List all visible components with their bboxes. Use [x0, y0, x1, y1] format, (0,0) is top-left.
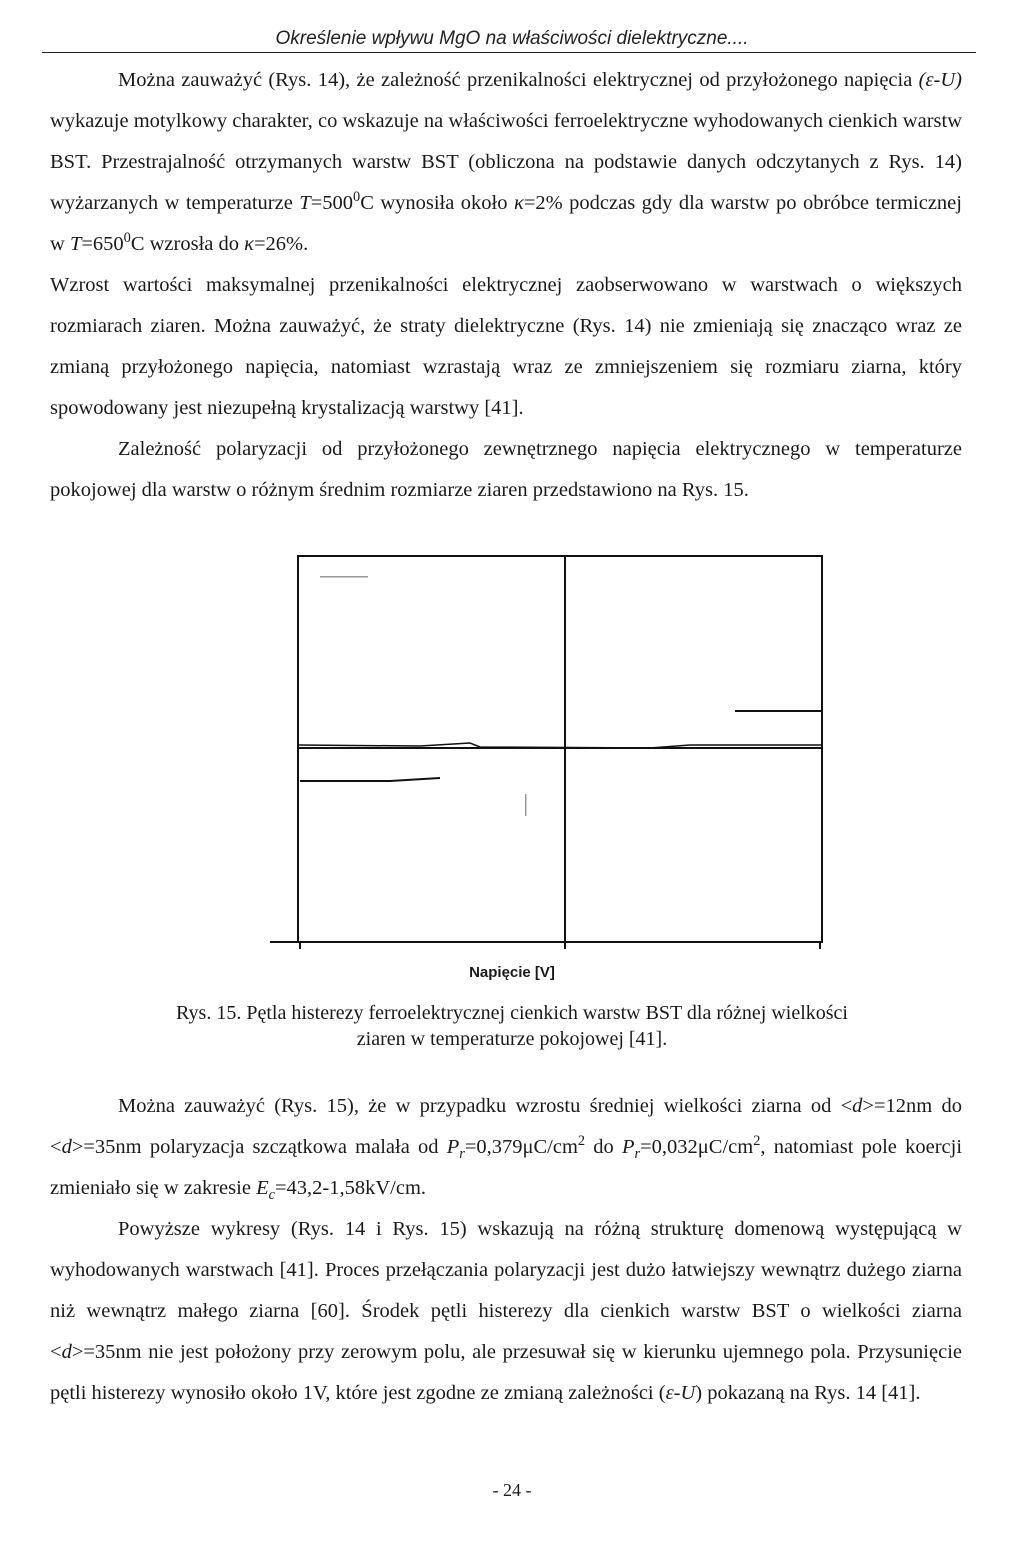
text-run: ) pokazaną na Rys. 14 [41].	[695, 1382, 921, 1404]
text-run: T	[299, 192, 311, 214]
text-run: Wzrost wartości maksymalnej przenikalności elektrycznej zaobserwowano w warstwach o większych rozmiarach ziaren. Można zauważyć, że straty dielektryczne (Rys. 14) nie zmieniają się znacząco wraz ze zmianą przyłożonego napięcia, natomiast wzrastają wraz ze zmniejszeniem się rozmiaru ziarna, który spowodowany jest niezupełną krystalizacją warstwy [41].	[50, 274, 962, 419]
text-run: =650	[81, 233, 124, 255]
hysteresis-figure	[270, 548, 840, 978]
paragraph	[50, 265, 962, 429]
x-axis-label: Napięcie [V]	[469, 964, 555, 981]
text-run: =2% podczas gdy dla warstw po obróbce termicznej w	[50, 192, 962, 255]
text-run: r	[634, 1146, 641, 1163]
text-run: =26%.	[253, 233, 309, 255]
page-number: - 24 -	[492, 1480, 532, 1500]
text-run: κ	[244, 233, 254, 255]
hysteresis-curve-lower-left	[300, 778, 440, 781]
text-run: Można zauważyć (Rys. 14), że zależność przenikalności elektrycznej od przyłożonego napięcia	[118, 69, 919, 91]
text-run: ε-U	[665, 1382, 696, 1404]
text-run: =43,2-1,58kV/cm.	[274, 1177, 427, 1199]
x-axis-ticks	[300, 942, 820, 949]
text-run: do	[585, 1136, 622, 1158]
text-run: 2	[577, 1133, 586, 1150]
text-run: c	[268, 1187, 275, 1204]
text-run: P	[446, 1136, 460, 1158]
text-run: 0	[353, 189, 361, 206]
header-rule	[42, 52, 976, 53]
paragraph	[50, 1086, 962, 1209]
text-run: =0,032μC/cm	[640, 1136, 754, 1158]
text-run: r	[459, 1146, 465, 1163]
text-run: >=35nm polaryzacja szczątkowa malała od	[71, 1136, 447, 1158]
paragraph	[50, 429, 962, 511]
text-run: Powyższe wykresy (Rys. 14 i Rys. 15) wskazują na różną strukturę domenową występującą w wyhodowanych warstwach [41]. Proces przełączania polaryzacji jest dużo łatwiejszy wewnątrz dużego ziarna niż wewnątrz małego ziarna [60]. Środek pętli histerezy dla cienkich warstw BST o wielkości ziarna <	[50, 1218, 962, 1363]
text-run: >=12nm do <	[50, 1095, 962, 1158]
text-run: Można zauważyć (Rys. 15), że w przypadku wzrostu średniej wielkości ziarna od <	[118, 1095, 853, 1117]
running-header: Określenie wpływu MgO na właściwości dielektryczne....	[275, 28, 749, 49]
figure-caption	[90, 1000, 934, 1052]
text-run: E	[256, 1177, 269, 1199]
text-run: C wzrosła do	[130, 233, 245, 255]
text-run: d	[61, 1136, 72, 1158]
text-run: d	[61, 1341, 72, 1363]
text-run: =500	[310, 192, 354, 214]
text-run: T	[69, 233, 82, 255]
body-text-top	[50, 60, 962, 511]
caption-line-2: ziaren w temperaturze pokojowej [41].	[356, 1028, 668, 1050]
paragraph	[50, 60, 962, 265]
text-run: >=35nm nie jest położony przy zerowym polu, ale przesuwał się w kierunku ujemnego pola. Przysunięcie pętli histerezy wynosiło około 1V, które jest zgodne ze zmianą zależności (	[50, 1341, 962, 1404]
caption-line-1: Rys. 15. Pętla histerezy ferroelektrycznej cienkich warstw BST dla różnej wielkości	[176, 1002, 848, 1024]
text-run: 2	[753, 1133, 761, 1150]
text-run: Zależność polaryzacji od przyłożonego zewnętrznego napięcia elektrycznego w temperaturze pokojowej dla warstw o różnym średnim rozmiarze ziaren przedstawiono na Rys. 15.	[50, 438, 962, 501]
text-run: d	[852, 1095, 863, 1117]
text-run: (ε-U)	[918, 69, 962, 91]
body-text-bottom	[50, 1086, 962, 1414]
text-run: κ	[513, 192, 524, 214]
text-run: =0,379μC/cm	[464, 1136, 578, 1158]
text-run: C wynosiła około	[360, 192, 514, 214]
paragraph	[50, 1209, 962, 1414]
text-run: wykazuje motylkowy charakter, co wskazuje na właściwości ferroelektryczne wyhodowanych cienkich warstw BST. Przestrajalność otrzymanych warstw BST (obliczona na podstawie danych odczytanych z Rys. 14) wyżarzanych w temperaturze	[50, 110, 962, 214]
text-run: P	[621, 1136, 635, 1158]
text-run: 0	[123, 230, 131, 247]
text-run: , natomiast pole koercji zmieniało się w zakresie	[50, 1136, 963, 1199]
